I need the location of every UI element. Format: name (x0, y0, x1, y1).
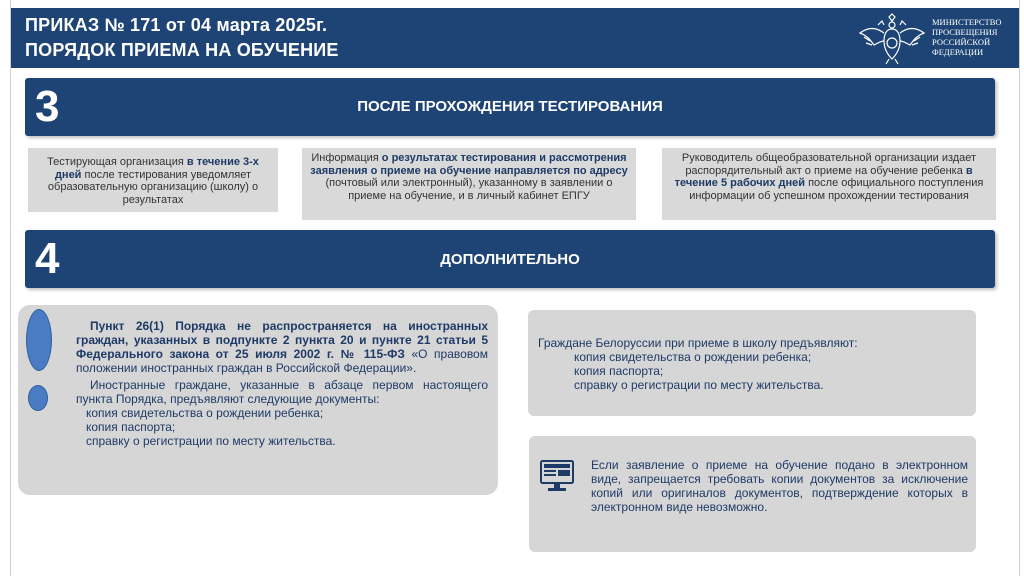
section-title: ПОСЛЕ ПРОХОЖДЕНИЯ ТЕСТИРОВАНИЯ (357, 98, 663, 115)
section-title: ДОПОЛНИТЕЛЬНО (440, 251, 580, 268)
list-item: справку о регистрации по месту жительства. (574, 378, 824, 392)
document-list (538, 350, 968, 392)
frame-right-line (1019, 0, 1020, 576)
info-text: Тестирующая организация (47, 156, 187, 168)
list-item: справку о регистрации по месту жительства. (86, 434, 336, 448)
panel-intro: Граждане Белоруссии при приеме в школу предъявляют: (538, 336, 858, 350)
section-number: 3 (35, 82, 60, 131)
double-headed-eagle-icon (856, 13, 928, 65)
info-text-bold: о результатах тестирования и рассмотрения заявления о приеме на обучение направляется по адресу (310, 152, 628, 177)
info-text-bold: в течение 3-х дней (54, 156, 259, 181)
info-box-results (302, 148, 636, 220)
panel-text (538, 336, 968, 392)
computer-monitor-icon (539, 458, 575, 494)
info-text: после тестирования уведомляет образовательную организацию (школу) о результатах (47, 168, 259, 206)
info-box-director (662, 148, 996, 220)
info-text-bold: в течение 5 рабочих дней (674, 164, 973, 189)
info-text: после официального поступления информации об успешном прохождении тестирования (689, 177, 984, 202)
page-title: ПРИКАЗ № 171 от 04 марта 2025г. (25, 15, 328, 35)
ministry-line: МИНИСТЕРСТВО (932, 17, 1002, 27)
section-3-banner (25, 78, 995, 136)
ministry-line: РОССИЙСКОЙ (932, 37, 991, 47)
info-text: (почтовый или электронный), указанному в заявлении о приеме на обучение, и в личный кабинет ЕПГУ (325, 177, 613, 202)
document-list (76, 406, 488, 448)
electronic-application-panel (529, 436, 976, 552)
ministry-name (932, 17, 1002, 57)
list-item: копия паспорта; (574, 364, 664, 378)
decorative-oval (28, 385, 48, 411)
ministry-line: ПРОСВЕЩЕНИЯ (932, 27, 998, 37)
paragraph-bold: Пункт 26(1) Порядка не распространяется на иностранных граждан, указанных в подпункте 2 пункта 20 и пункте 21 статьи 5 Федерального закона от 25 июля 2002 г. № 115-ФЗ (76, 319, 488, 361)
foreign-citizens-panel (18, 305, 498, 495)
frame-left-line (10, 0, 11, 576)
page-subtitle: ПОРЯДОК ПРИЕМА НА ОБУЧЕНИЕ (25, 40, 339, 60)
panel-text: Если заявление о приеме на обучение подано в электронном виде, запрещается требовать копии документов за исключение копий или оригиналов документов, подтверждение которых в электронном виде невозможно. (591, 458, 968, 514)
info-text: Информация (311, 152, 382, 164)
paragraph: Иностранные граждане, указанные в абзаце первом настоящего пункта Порядка, предъявляют следующие документы: (76, 378, 488, 406)
section-number: 4 (35, 234, 60, 283)
panel-text (76, 319, 488, 448)
decorative-oval (26, 309, 52, 371)
list-item: копия паспорта; (86, 420, 176, 434)
info-text: Руководитель общеобразовательной организации издает распорядительный акт о приеме на обучение ребенка (681, 152, 977, 177)
paragraph (76, 319, 488, 375)
belarus-citizens-panel (528, 310, 976, 416)
header-bar (11, 8, 1019, 68)
list-item: копия свидетельства о рождении ребенка; (574, 350, 812, 364)
info-box-testing-org (28, 148, 278, 212)
list-item: копия свидетельства о рождении ребенка; (86, 406, 324, 420)
paragraph-text: «О правовом положении иностранных граждан в Российской Федерации». (76, 347, 488, 375)
section-4-banner (25, 230, 995, 288)
ministry-line: ФЕДЕРАЦИИ (932, 47, 984, 57)
